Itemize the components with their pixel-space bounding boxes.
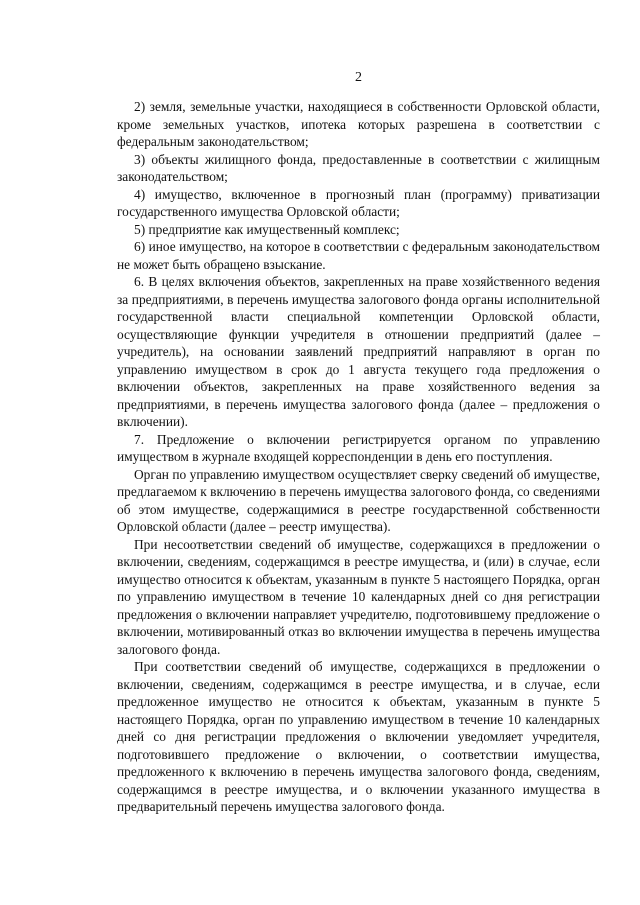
page-number: 2	[355, 70, 362, 85]
paragraph-reconciliation: Орган по управлению имуществом осуществляет сверку сведений об имуществе, предлагаемом к включению в перечень имущества залогового фонда, со сведениями об этом имуществе, содержащимися в реестре государственной собственности Орловской области (далее – реестр имущества).	[117, 466, 600, 534]
paragraph-approval: При соответствии сведений об имуществе, содержащихся в предложении о включении, сведениям, содержащимся в реестре имущества, и в случае, если предложенное имущество не относится к объектам, указанным в пункте 5 настоящего Порядка, орган по управлению имуществом в течение 10 календарных дней со дня регистрации предложения о включении уведомляет учредителя, подготовившего предложение о включении, о соответствии имущества, предложенного к включению в перечень имущества залогового фонда, сведениям, содержащимся в реестре имущества, и о включении указанного имущества в предварительный перечень имущества залогового фонда.	[117, 659, 600, 814]
paragraph-item-6-other-property: 6) иное имущество, на которое в соответствии с федеральным законодательством не может быть обращено взыскание.	[117, 239, 600, 272]
paragraph-section-6: 6. В целях включения объектов, закрепленных на праве хозяйственного ведения за предприятиями, в перечень имущества залогового фонда органы исполнительной государственной власти специальной компетенции Орловской области, осуществляющие функции учредителя в отношении предприятий (далее – учредитель), на основании заявлений предприятий направляют в орган по управлению имуществом в срок до 1 августа текущего года предложения о включении объектов, закрепленных на праве хозяйственного ведения за предприятиями, в перечень имущества залогового фонда (далее – предложения о включении).	[117, 274, 600, 429]
paragraph-item-5-enterprise: 5) предприятие как имущественный комплекс;	[134, 221, 400, 237]
paragraph-item-4-privatization: 4) имущество, включенное в прогнозный план (программу) приватизации государственного имущества Орловской области;	[117, 186, 600, 219]
paragraph-refusal: При несоответствии сведений об имуществе, содержащихся в предложении о включении, сведениям, содержащимся в реестре имущества, и (или) в случае, если имущество относится к объектам, указанным в пункте 5 настоящего Порядка, орган по управлению имуществом в течение 10 календарных дней со дня регистрации предложения о включении направляет учредителю, подготовившему предложение о включении, мотивированный отказ во включении имущества в перечень имущества залогового фонда.	[117, 536, 600, 657]
document-body	[117, 98, 600, 816]
paragraph-item-2-land: 2) земля, земельные участки, находящиеся в собственности Орловской области, кроме земельных участков, ипотека которых разрешена в соответствии с федеральным законодательством;	[117, 99, 600, 149]
paragraph-item-3-housing: 3) объекты жилищного фонда, предоставленные в соответствии с жилищным законодательством;	[117, 151, 600, 184]
paragraph-section-7: 7. Предложение о включении регистрируется органом по управлению имуществом в журнале входящей корреспонденции в день его поступления.	[117, 431, 600, 464]
